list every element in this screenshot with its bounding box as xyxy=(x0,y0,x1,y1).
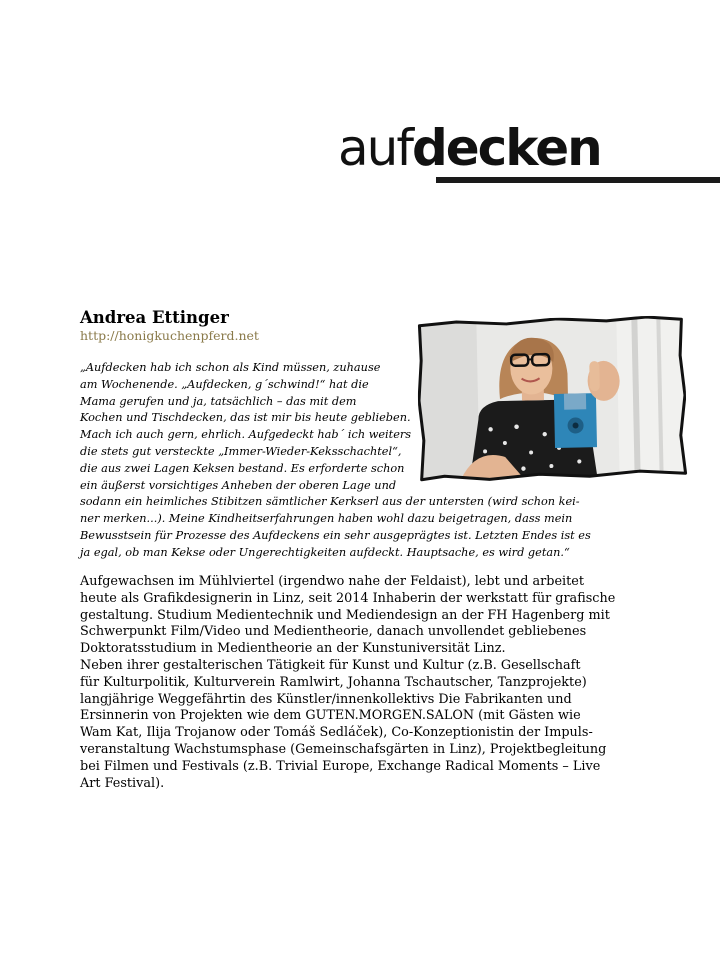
logo-underline xyxy=(436,177,720,183)
logo-part-auf: auf xyxy=(338,119,412,177)
quote-line: Mach ich auch gern, ehrlich. Aufgedeckt hab´ ich weiters xyxy=(80,428,412,442)
quote-line: Mama gerufen und ja, tatsächlich – das mit dem xyxy=(80,394,357,408)
bio-line: für Kulturpolitik, Kulturverein Ramlwirt, Johanna Tschautscher, Tanzprojekte) xyxy=(80,674,587,690)
quote-line: am Wochenende. „Aufdecken, g´schwind!“ hat die xyxy=(80,377,369,391)
quote-line: die aus zwei Lagen Keksen bestand. Es erforderte schon xyxy=(80,461,405,475)
bio-line: Wam Kat, Ilija Trojanow oder Tomáš Sedláček), Co-Konzeptionistin der Impuls- xyxy=(80,725,593,741)
quote-line: Kochen und Tischdecken, das ist mir bis heute geblieben. xyxy=(80,411,411,425)
bio-line: heute als Grafikdesignerin in Linz, seit 2014 Inhaberin der werkstatt für grafische xyxy=(80,590,616,606)
quote-line: Bewusstsein für Prozesse des Aufdeckens ein sehr ausgeprägtes ist. Letzten Endes ist es xyxy=(80,528,591,542)
bio-line: bei Filmen und Festivals (z.B. Trivial Europe, Exchange Radical Moments – Live xyxy=(80,758,601,774)
person-name: Andrea Ettinger xyxy=(80,308,229,327)
bio-line: Art Festival). xyxy=(80,775,165,791)
logo-wordmark xyxy=(338,118,601,178)
quote-line: ja egal, ob man Kekse oder Ungerechtigkeiten aufdeckt. Hauptsache, es wird getan.“ xyxy=(80,545,570,559)
bio-line: langjährige Weggefährtin des Künstler/innenkollektivs Die Fabrikanten und xyxy=(80,691,572,707)
quote-block xyxy=(80,360,591,562)
bio-line: Aufgewachsen im Mühlviertel (irgendwo nahe der Feldaist), lebt und arbeitet xyxy=(80,574,584,589)
bio-line: veranstaltung Wachstumsphase (Gemeinschafsgärten in Linz), Projektbegleitung xyxy=(80,741,607,757)
bio-line: Neben ihrer gestalterischen Tätigkeit für Kunst und Kultur (z.B. Gesellschaft xyxy=(80,657,581,673)
bio-line: Schwerpunkt Film/Video und Medientheorie, danach unvollendet gebliebenes xyxy=(80,624,587,640)
quote-line: sodann ein heimliches Stibitzen sämtlicher Kerkserl aus der untersten (wird schon kei- xyxy=(80,495,580,509)
quote-line: ner merken...). Meine Kindheitserfahrungen haben wohl dazu beigetragen, dass mein xyxy=(80,512,573,526)
logo-part-decken: decken xyxy=(411,119,601,177)
quote-line: ein äußerst vorsichtiges Anheben der oberen Lage und xyxy=(80,478,397,492)
bio-line: Ersinnerin von Projekten wie dem GUTEN.MORGEN.SALON (mit Gästen wie xyxy=(80,708,581,724)
bio-line: gestaltung. Studium Medientechnik und Mediendesign an der FH Hagenberg mit xyxy=(80,607,610,623)
quote-line: „Aufdecken hab ich schon als Kind müssen, zuhause xyxy=(80,361,381,374)
person-url[interactable]: http://honigkuchenpferd.net xyxy=(80,328,259,343)
biography xyxy=(80,574,615,792)
bio-line: Doktoratsstudium in Medientheorie an der Kunstuniversität Linz. xyxy=(80,641,506,657)
quote-line: die stets gut versteckte „Immer-Wieder-Keksschachtel“, xyxy=(80,444,402,458)
